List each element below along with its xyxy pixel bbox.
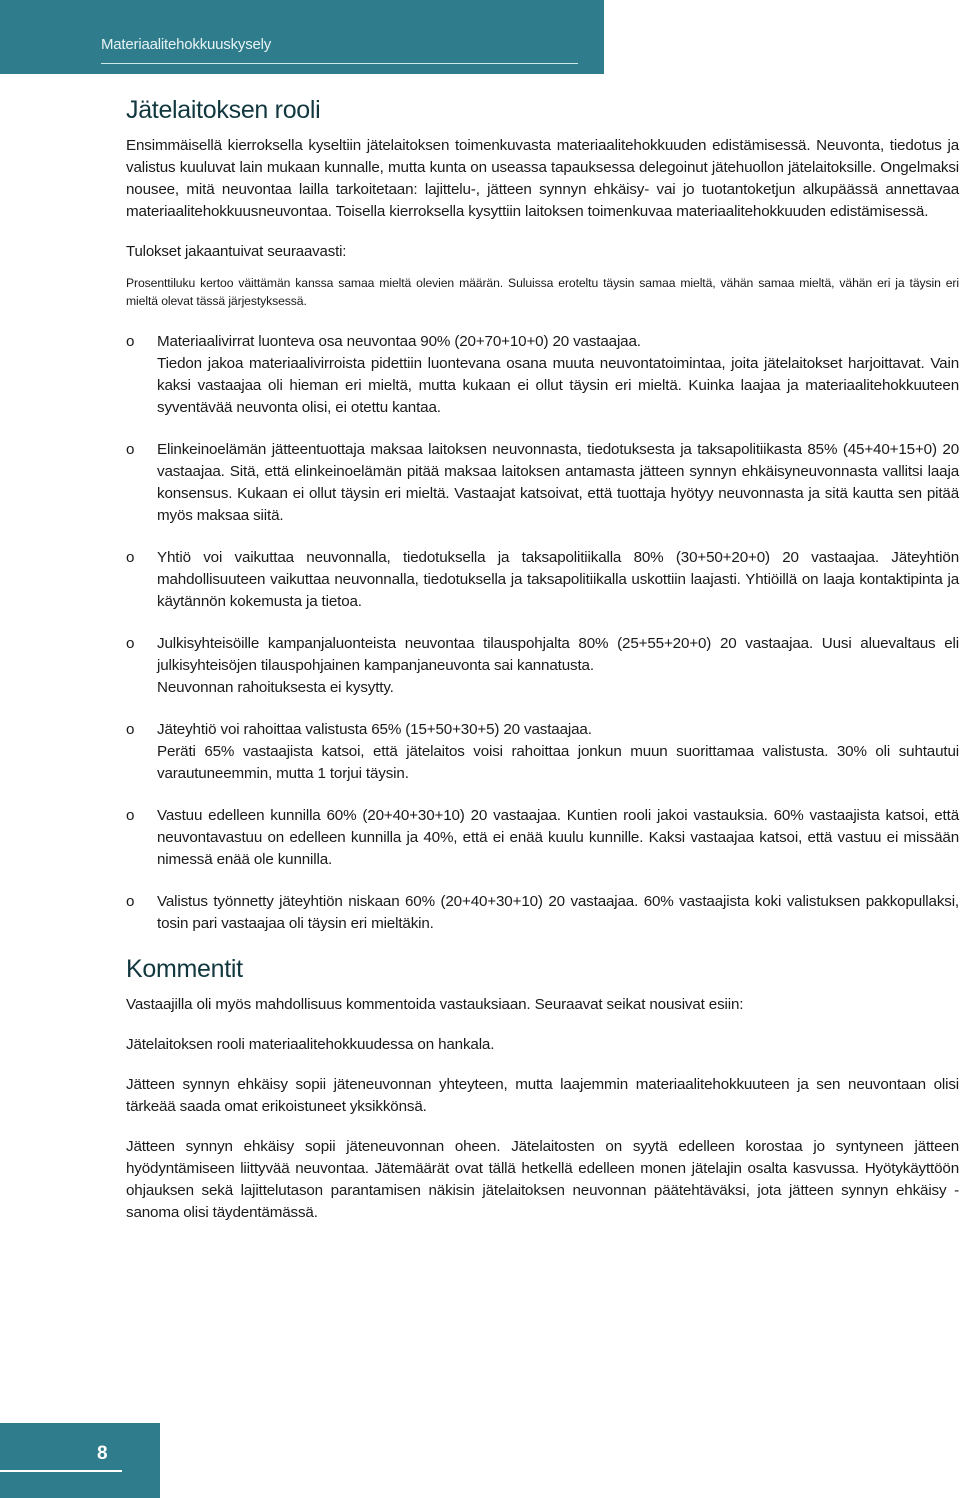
- list-item: [126, 331, 959, 419]
- list-item-text: Tiedon jakoa materiaalivirroista pidettiin luontevana osana muuta neuvontatoimintaa, joita jätelaitokset harjoittavat. Vain kaksi vastaajaa oli hieman eri mieltä, mutta kukaan ei ollut täysin eri mieltä. Kuinka laajaa ja materiaalitehokkuuteen syventävää neuvonta olisi, ei otettu kantaa.: [157, 355, 959, 416]
- list-item-text: Materiaalivirrat luonteva osa neuvontaa 90% (20+70+10+0) 20 vastaajaa.: [157, 333, 641, 350]
- comment-paragraph: Jätelaitoksen rooli materiaalitehokkuudessa on hankala.: [126, 1036, 495, 1053]
- comment-paragraph: Jätteen synnyn ehkäisy sopii jäteneuvonnan yhteyteen, mutta laajemmin materiaalitehokkuuteen ja sen neuvontaan olisi tärkeää saada omat erikoistuneet yksikkönsä.: [126, 1076, 959, 1115]
- list-item-text: Vastuu edelleen kunnilla 60% (20+40+30+10) 20 vastaajaa. Kuntien rooli jakoi vastauksia. 60% vastaajista katsoi, että neuvontavastuu on edelleen kunnilla ja 40%, että ei enää kuulu kunnille. Kaksi vastaajaa katsoi, että vastuu ei missään nimessä enää ole kunnilla.: [157, 807, 959, 868]
- list-item-text: Julkisyhteisöille kampanjaluonteista neuvontaa tilauspohjalta 80% (25+55+20+0) 20 vastaajaa. Uusi aluevaltaus eli julkisyhteisöjen tilauspohjainen kampanjaneuvonta sai kannatusta.: [157, 635, 959, 674]
- section-heading-role: Jätelaitoksen rooli: [126, 96, 321, 124]
- list-item-text: Yhtiö voi vaikuttaa neuvonnalla, tiedotuksella ja taksapolitiikalla 80% (30+50+20+0) 20 vastaajaa. Jäteyhtiön mahdollisuuteen vaikuttaa neuvonnalla, tiedotuksella ja taksapolitiikalla uskottiin laajasti. Yhtiöillä on laaja kontaktipinta ja käytännön kokemusta ja tietoa.: [157, 549, 959, 610]
- list-item-text: Elinkeinoelämän jätteentuottaja maksaa laitoksen neuvonnasta, tiedotuksesta ja taksapolitiikasta 85% (45+40+15+0) 20 vastaajaa. Sitä, että elinkeinoelämän pitää maksaa laitoksen antamasta jätteen synnyn ehkäisyneuvonnasta vallitsi laaja konsensus. Kukaan ei ollut täysin eri mieltä. Vastaajat katsoivat, että tuottaja hyötyy neuvonnasta ja sitä kautta sen pitää myös maksaa siitä.: [157, 441, 959, 524]
- list-item-text: Peräti 65% vastaajista katsoi, että jätelaitos voisi rahoittaa jonkun muun suorittamaa valistusta. 30% oli suhtautui varautuneemmin, mutta 1 torjui täysin.: [157, 743, 959, 782]
- results-note: Prosenttiluku kertoo väittämän kanssa samaa mieltä olevien määrän. Suluissa eroteltu täysin samaa mieltä, vähän samaa mieltä, vähän eri ja täysin eri mieltä olevat tässä järjestyksessä.: [126, 276, 959, 308]
- main-content: [126, 96, 959, 1224]
- comments-section: [126, 994, 959, 1224]
- comment-paragraph: Jätteen synnyn ehkäisy sopii jäteneuvonnan oheen. Jätelaitosten on syytä edelleen korostaa jo syntyneen jätteen hyödyntämiseen liittyvää neuvontaa. Jätemäärät ovat tällä hetkellä edelleen monen jätelajin osalta kasvussa. Hyötykäyttöön ohjauksen sekä lajittelutason parantamisen näkisin jätelaitoksen neuvonnan päätehtäväksi, jota jätteen synnyn ehkäisy -sanoma olisi täydentämässä.: [126, 1138, 959, 1221]
- bullet-icon: o: [126, 549, 135, 566]
- list-item: [126, 719, 959, 785]
- bullet-icon: o: [126, 441, 135, 458]
- bullet-icon: o: [126, 635, 135, 652]
- results-heading: Tulokset jakaantuivat seuraavasti:: [126, 243, 347, 260]
- list-item: [126, 891, 959, 935]
- list-item-text: Jäteyhtiö voi rahoittaa valistusta 65% (15+50+30+5) 20 vastaajaa.: [157, 721, 592, 738]
- list-item: [126, 547, 959, 613]
- footer-divider: [0, 1470, 122, 1472]
- page-number: 8: [97, 1443, 108, 1464]
- footer-bar: [0, 1423, 160, 1498]
- bullet-icon: o: [126, 893, 135, 910]
- document-title: Materiaalitehokkuuskysely: [101, 36, 272, 53]
- bullet-icon: o: [126, 807, 135, 824]
- bullet-icon: o: [126, 721, 135, 738]
- section-heading-comments: Kommentit: [126, 955, 243, 983]
- header-divider: [101, 63, 578, 64]
- list-item: [126, 439, 959, 527]
- comment-paragraph: Vastaajilla oli myös mahdollisuus kommentoida vastauksiaan. Seuraavat seikat nousivat esiin:: [126, 996, 744, 1013]
- bullet-icon: o: [126, 333, 135, 350]
- results-list: [126, 331, 959, 935]
- list-item: [126, 805, 959, 871]
- list-item-text: Valistus työnnetty jäteyhtiön niskaan 60% (20+40+30+10) 20 vastaajaa. 60% vastaajista koki valistuksen pakkopullaksi, tosin pari vastaajaa oli täysin eri mieltäkin.: [157, 893, 959, 932]
- list-item-text: Neuvonnan rahoituksesta ei kysytty.: [157, 679, 394, 696]
- intro-paragraph: Ensimmäisellä kierroksella kyseltiin jätelaitoksen toimenkuvasta materiaalitehokkuuden edistämisessä. Neuvonta, tiedotus ja valistus kuuluvat lain mukaan kunnalle, mutta kunta on useassa tapauksessa delegoinut jätehuollon jätelaitoksille. Ongelmaksi nousee, mitä neuvontaa lailla tarkoitetaan: lajittelu-, jätteen synnyn ehkäisy- vai jo tuotantoketjun alkupäässä annettavaa materiaalitehokkuusneuvontaa. Toisella kierroksella kysyttiin laitoksen toimenkuvaa materiaalitehokkuuden edistämisessä.: [126, 137, 959, 220]
- list-item: [126, 633, 959, 699]
